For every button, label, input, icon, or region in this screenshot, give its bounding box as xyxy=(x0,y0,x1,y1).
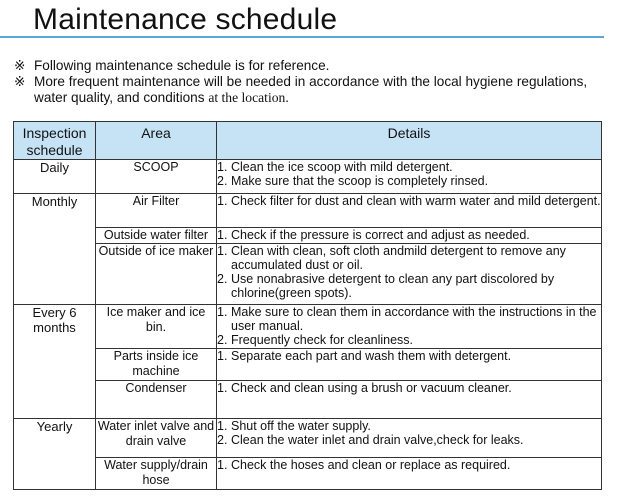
table-row xyxy=(14,381,602,419)
details-cell xyxy=(217,160,602,194)
details-cell xyxy=(217,349,602,381)
detail-item-number: 1. xyxy=(217,305,228,319)
table-row xyxy=(14,419,602,458)
detail-item-number: 2. xyxy=(217,174,228,188)
detail-item-text: Make sure that the scoop is completely rinsed. xyxy=(231,174,489,188)
detail-item-number: 1. xyxy=(217,349,228,363)
area-cell: Water supply/drain hose xyxy=(96,458,217,490)
details-cell xyxy=(217,228,602,244)
detail-item-number: 1. xyxy=(217,228,228,242)
area-cell: Outside water filter xyxy=(96,228,217,244)
detail-item xyxy=(217,305,601,333)
detail-item-text: Shut off the water supply. xyxy=(231,419,371,433)
detail-item-text: Check filter for dust and clean with warm water and mild detergent. xyxy=(231,194,601,208)
header-area: Area xyxy=(96,122,217,160)
area-cell: Parts inside ice machine xyxy=(96,349,217,381)
detail-item-number: 2. xyxy=(217,433,228,447)
inspection-schedule-cell: Every 6 months xyxy=(14,305,96,419)
note-item xyxy=(14,74,614,106)
detail-item-text: Clean the water inlet and drain valve,check for leaks. xyxy=(231,433,524,447)
area-cell: SCOOP xyxy=(96,160,217,194)
table-row xyxy=(14,194,602,228)
table-row xyxy=(14,349,602,381)
detail-item-text: Check and clean using a brush or vacuum cleaner. xyxy=(231,381,512,395)
table-row xyxy=(14,244,602,305)
table-header-row xyxy=(14,122,602,160)
area-cell: Outside of ice maker xyxy=(96,244,217,305)
detail-item-number: 1. xyxy=(217,244,228,258)
details-cell xyxy=(217,244,602,305)
area-cell: Air Filter xyxy=(96,194,217,228)
table-row xyxy=(14,228,602,244)
detail-item-text: Clean with clean, soft cloth andmild detergent to remove any accumulated dust or oil. xyxy=(231,244,566,272)
details-cell xyxy=(217,419,602,458)
note-item xyxy=(14,58,614,74)
detail-item-text: Use nonabrasive detergent to clean any part discolored by chlorine(green spots). xyxy=(231,272,555,300)
detail-item xyxy=(217,433,601,447)
reference-mark-icon: ※ xyxy=(14,58,26,73)
detail-item-number: 2. xyxy=(217,333,228,347)
detail-item xyxy=(217,458,601,472)
area-cell: Ice maker and ice bin. xyxy=(96,305,217,349)
inspection-schedule-cell: Daily xyxy=(14,160,96,194)
detail-item-text: Check if the pressure is correct and adjust as needed. xyxy=(231,228,530,242)
table-row xyxy=(14,458,602,490)
inspection-schedule-cell: Yearly xyxy=(14,419,96,490)
detail-item-number: 1. xyxy=(217,160,228,174)
detail-item-text: Frequently check for cleanliness. xyxy=(231,333,414,347)
maintenance-schedule-table xyxy=(13,121,602,490)
note-text-main: More frequent maintenance will be needed in accordance with the local hygiene regulations, water quality, and conditions xyxy=(34,74,588,105)
detail-item-number: 1. xyxy=(217,194,228,208)
detail-item xyxy=(217,381,601,395)
detail-item xyxy=(217,333,601,347)
page-title: Maintenance schedule xyxy=(33,3,338,36)
details-cell xyxy=(217,458,602,490)
detail-item-number: 2. xyxy=(217,272,228,286)
detail-item xyxy=(217,194,601,208)
detail-item-text: Clean the ice scoop with mild detergent. xyxy=(231,160,453,174)
detail-item xyxy=(217,244,601,272)
detail-item-text: Check the hoses and clean or replace as required. xyxy=(231,458,511,472)
detail-item xyxy=(217,228,601,242)
detail-item xyxy=(217,174,601,188)
detail-item xyxy=(217,160,601,174)
detail-item-number: 1. xyxy=(217,458,228,472)
note-text-tail: at the location. xyxy=(208,90,289,105)
details-cell xyxy=(217,381,602,419)
area-cell: Water inlet valve and drain valve xyxy=(96,419,217,458)
detail-item-number: 1. xyxy=(217,419,228,433)
reference-mark-icon: ※ xyxy=(14,74,26,89)
detail-item-text: Make sure to clean them in accordance with the instructions in the user manual. xyxy=(231,305,597,333)
detail-item xyxy=(217,272,601,300)
details-cell xyxy=(217,194,602,228)
detail-item-text: Separate each part and wash them with detergent. xyxy=(231,349,512,363)
header-inspection-schedule: Inspection schedule xyxy=(14,122,96,160)
note-text xyxy=(34,74,614,106)
table-row xyxy=(14,305,602,349)
detail-item-number: 1. xyxy=(217,381,228,395)
title-divider xyxy=(0,36,604,38)
note-text: Following maintenance schedule is for reference. xyxy=(34,58,330,73)
detail-item xyxy=(217,349,601,363)
detail-item xyxy=(217,419,601,433)
table-row xyxy=(14,160,602,194)
details-cell xyxy=(217,305,602,349)
header-details: Details xyxy=(217,122,602,160)
inspection-schedule-cell: Monthly xyxy=(14,194,96,305)
area-cell: Condenser xyxy=(96,381,217,419)
notes xyxy=(14,58,614,106)
